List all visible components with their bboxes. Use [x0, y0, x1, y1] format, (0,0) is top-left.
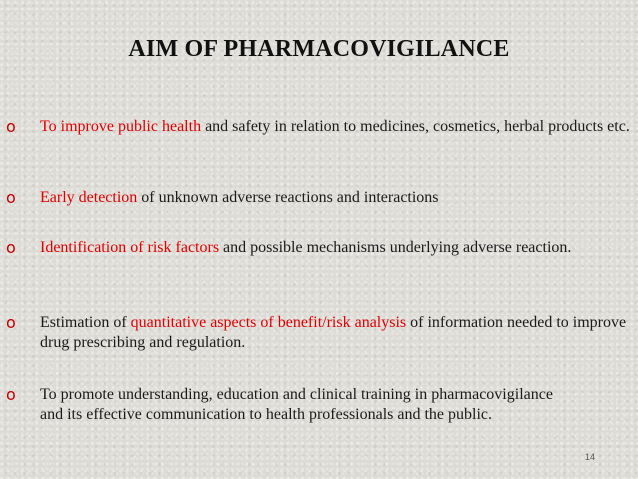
bullet-icon: o — [6, 188, 16, 207]
bullet-icon: o — [6, 117, 16, 136]
item-text-pre: Estimation of — [40, 314, 131, 331]
slide-title: AIM OF PHARMACOVIGILANCE — [128, 36, 510, 62]
list-item — [0, 385, 560, 425]
bullet-icon: o — [6, 313, 16, 332]
item-text-highlight: Identification of risk factors — [40, 239, 220, 256]
bullet-icon: o — [6, 385, 16, 404]
item-text-post: of information needed to improve drug prescribing and regulation. — [40, 314, 627, 351]
list-item — [0, 313, 630, 353]
item-text-highlight: quantitative aspects of benefit/risk analysis — [130, 314, 407, 331]
bullet-icon: o — [6, 238, 16, 257]
item-text-pre: To promote understanding, education and clinical training in pharmacovigilance and its effective communication to health professionals and the public. — [40, 386, 553, 423]
list-item — [0, 117, 638, 137]
item-text-post: and possible mechanisms underlying adverse reaction. — [219, 239, 572, 256]
item-text-post: of unknown adverse reactions and interactions — [137, 189, 439, 206]
list-item — [0, 188, 638, 208]
page-number: 14 — [585, 452, 596, 462]
list-item — [0, 238, 600, 258]
item-text-post: and safety in relation to medicines, cosmetics, herbal products etc. — [201, 118, 630, 135]
item-text-highlight: To improve public health — [40, 118, 202, 135]
item-text-highlight: Early detection — [40, 189, 138, 206]
